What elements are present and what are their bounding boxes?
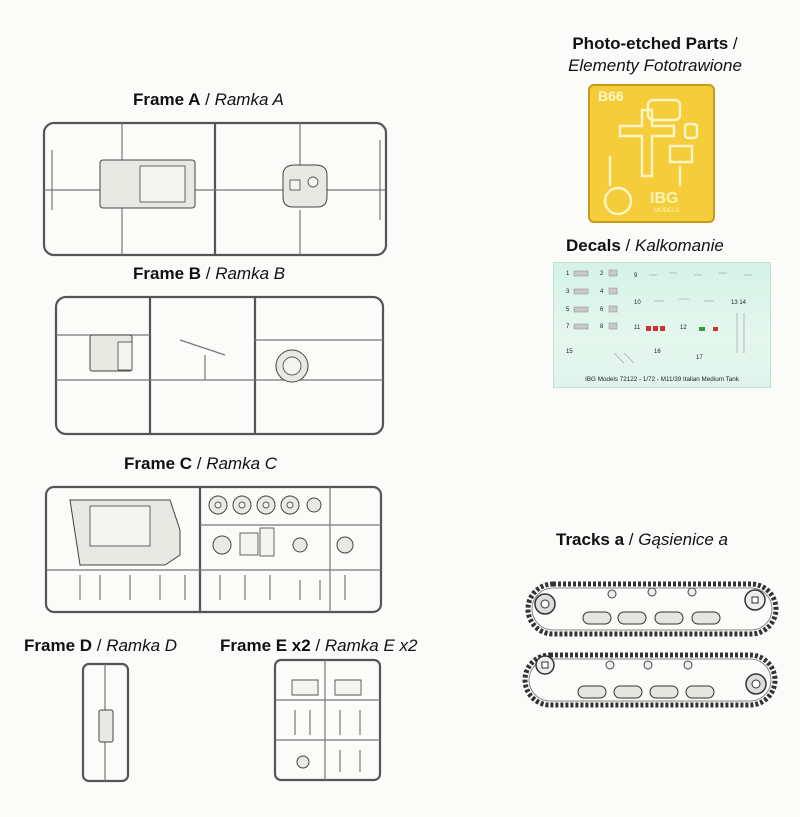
decal-number: 17 bbox=[696, 355, 703, 361]
decal-number: 2 bbox=[600, 271, 604, 277]
decal-number: 3 bbox=[566, 289, 570, 295]
frame-c-title: Frame C bbox=[124, 454, 193, 473]
tracks-caption: Tracks a / Gąsienice a bbox=[556, 530, 729, 549]
decals-caption: Decals / Kalkomanie bbox=[566, 236, 724, 255]
decal-number: 10 bbox=[634, 300, 641, 306]
photo-etched-caption: Photo-etched Parts / Elementy Fototrawione bbox=[568, 34, 742, 75]
frame-e-title-pl: Ramka E x2 bbox=[324, 636, 418, 655]
decal-number: 1 bbox=[566, 271, 570, 277]
pe-code: B66 bbox=[598, 88, 624, 104]
frame-d-title: Frame D bbox=[24, 636, 93, 655]
tracks-title-pl: Gąsienice a bbox=[638, 530, 729, 549]
decal-number: 9 bbox=[634, 273, 638, 279]
frame-c-title-pl: Ramka C bbox=[206, 454, 278, 473]
frame-e-caption: Frame E x2 / Ramka E x2 bbox=[220, 636, 418, 655]
decal-footer: IBG Models 72122 - 1/72 - M11/39 Italian Medium Tank bbox=[585, 376, 739, 383]
pe-brand: IBG bbox=[650, 190, 679, 207]
tracks-title: Tracks a bbox=[556, 530, 625, 549]
photo-etched-title-pl: Elementy Fototrawione bbox=[568, 56, 742, 75]
frame-d-caption: Frame D / Ramka D bbox=[24, 636, 178, 655]
track-lower bbox=[525, 655, 775, 705]
decal-number: 7 bbox=[566, 324, 570, 330]
pe-brand-sub: MODELS bbox=[654, 208, 680, 214]
frame-e-title: Frame E x2 bbox=[220, 636, 311, 655]
frame-b-title: Frame B bbox=[133, 264, 202, 283]
decal-number: 12 bbox=[680, 325, 687, 331]
decal-number: 16 bbox=[654, 349, 661, 355]
decal-number: 5 bbox=[566, 307, 570, 313]
photo-etched-title: Photo-etched Parts bbox=[572, 34, 729, 53]
frame-b-caption: Frame B / Ramka B bbox=[133, 264, 286, 283]
frame-a-caption: Frame A / Ramka A bbox=[133, 90, 284, 109]
decal-number: 15 bbox=[566, 349, 573, 355]
frame-c-caption: Frame C / Ramka C bbox=[124, 454, 278, 473]
frame-d-title-pl: Ramka D bbox=[106, 636, 178, 655]
frame-a-title-pl: Ramka A bbox=[214, 90, 284, 109]
decals-title-pl: Kalkomanie bbox=[635, 236, 724, 255]
decal-number: 11 bbox=[634, 325, 641, 331]
decal-number: 13 14 bbox=[731, 300, 747, 306]
frame-a-title: Frame A bbox=[133, 90, 201, 109]
decal-number: 6 bbox=[600, 307, 604, 313]
frame-b-title-pl: Ramka B bbox=[215, 264, 286, 283]
decal-number: 8 bbox=[600, 324, 604, 330]
decal-number: 4 bbox=[600, 289, 604, 295]
decals-title: Decals bbox=[566, 236, 621, 255]
track-upper bbox=[528, 584, 776, 634]
